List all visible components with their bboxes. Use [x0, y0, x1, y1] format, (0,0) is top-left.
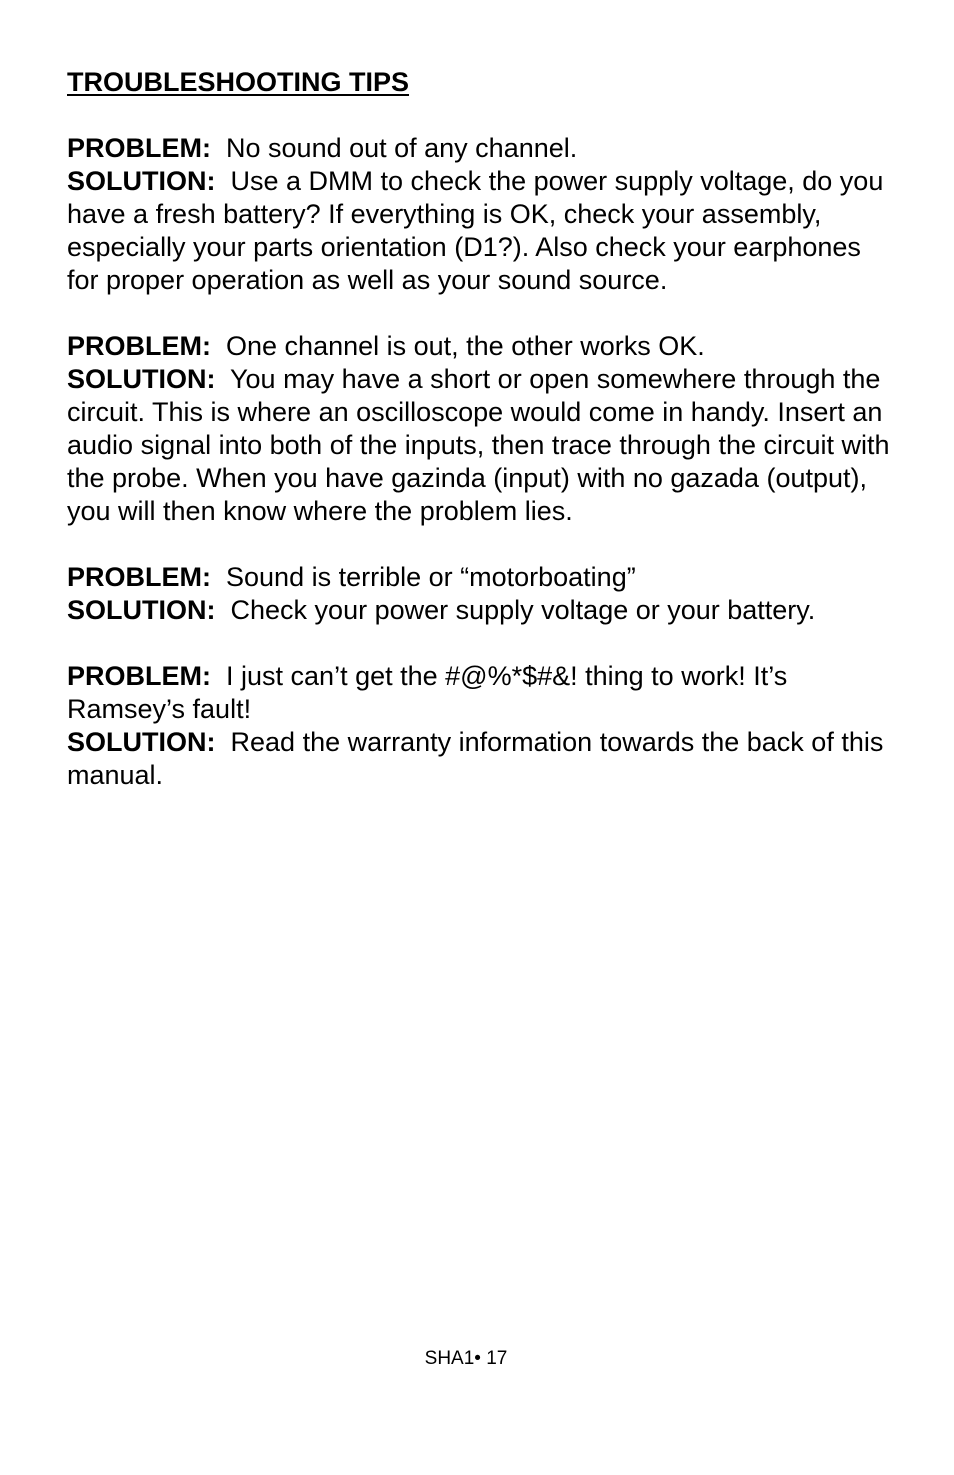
troubleshooting-entry-4 — [67, 660, 897, 792]
solution-line — [67, 726, 897, 792]
problem-label: PROBLEM: — [67, 331, 211, 361]
page-title: TROUBLESHOOTING TIPS — [67, 67, 410, 97]
problem-text: No sound out of any channel. — [226, 133, 578, 163]
solution-label: SOLUTION: — [67, 727, 216, 757]
solution-line — [67, 594, 897, 627]
problem-line — [67, 660, 897, 726]
document-page — [67, 66, 897, 825]
page-number: 17 — [486, 1348, 508, 1369]
problem-line — [67, 330, 897, 363]
problem-text: I just can’t get the #@%*$#&! thing to work! It’s Ramsey’s fault! — [67, 661, 788, 724]
problem-label: PROBLEM: — [67, 133, 211, 163]
troubleshooting-entry-1 — [67, 132, 897, 297]
solution-label: SOLUTION: — [67, 595, 216, 625]
troubleshooting-entry-2 — [67, 330, 897, 528]
problem-text: Sound is terrible or “motorboating” — [226, 562, 636, 592]
problem-text: One channel is out, the other works OK. — [226, 331, 705, 361]
problem-line — [67, 132, 897, 165]
solution-line — [67, 363, 897, 528]
page-footer — [0, 1347, 932, 1371]
solution-line — [67, 165, 897, 297]
problem-label: PROBLEM: — [67, 562, 211, 592]
bullet-icon: • — [474, 1348, 481, 1369]
solution-text: You may have a short or open somewhere through the circuit. This is where an oscilloscope would come in handy. Insert an audio signal into both of the inputs, then trace through the circuit with the probe. When you have gazinda (input) with no gazada (output), you will then know where the problem lies. — [67, 364, 890, 526]
problem-line — [67, 561, 897, 594]
solution-text: Use a DMM to check the power supply voltage, do you have a fresh battery? If everything is OK, check your assembly, especially your parts orientation (D1?). Also check your earphones for proper operation as well as your sound source. — [67, 166, 884, 295]
footer-model: SHA1 — [424, 1348, 475, 1369]
troubleshooting-entry-3 — [67, 561, 897, 627]
solution-text: Read the warranty information towards the back of this manual. — [67, 727, 884, 790]
solution-label: SOLUTION: — [67, 364, 216, 394]
solution-text: Check your power supply voltage or your battery. — [230, 595, 816, 625]
solution-label: SOLUTION: — [67, 166, 216, 196]
problem-label: PROBLEM: — [67, 661, 211, 691]
